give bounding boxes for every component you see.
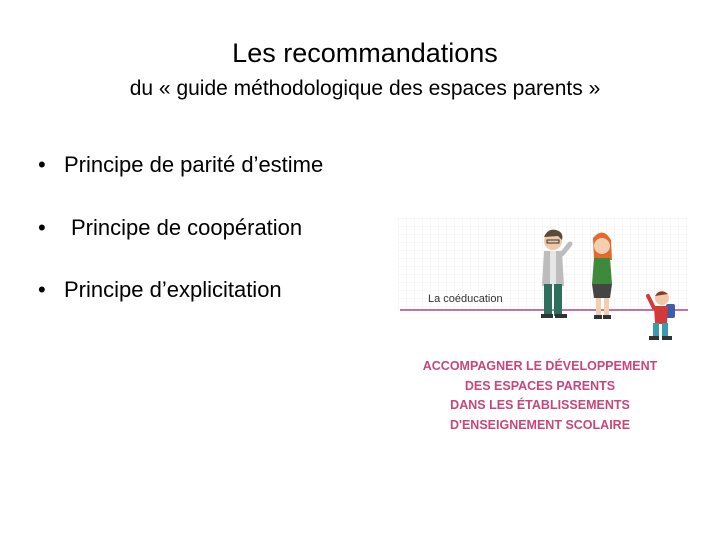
caption-line: D'ENSEIGNEMENT SCOLAIRE — [449, 417, 631, 432]
slide-title: Les recommandations — [232, 38, 498, 68]
bullet-item — [38, 152, 323, 178]
caption-line: DANS LES ÉTABLISSEMENTS — [450, 398, 630, 412]
bullet-marker: • — [38, 277, 46, 302]
bullet-marker: • — [38, 152, 46, 177]
bullet-item — [38, 277, 282, 303]
caption-line: DES ESPACES PARENTS — [464, 378, 616, 393]
illustration-label: La coéducation — [428, 293, 503, 305]
bullet-text: Principe de parité d’estime — [64, 152, 324, 177]
slide-subtitle: du « guide méthodologique des espaces parents » — [129, 77, 601, 100]
bullet-text: Principe de coopération — [71, 215, 303, 240]
bullet-marker: • — [38, 215, 46, 240]
bullet-text: Principe d’explicitation — [64, 277, 282, 302]
bullet-item — [38, 215, 302, 241]
guide-caption — [405, 357, 675, 435]
caption-line: ACCOMPAGNER LE DÉVELOPPEMENT — [422, 359, 658, 373]
